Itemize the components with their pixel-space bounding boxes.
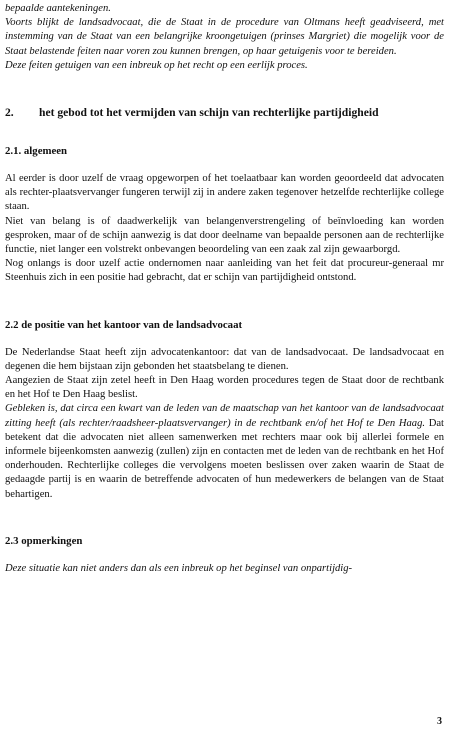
intro-line: bepaalde aantekeningen. [5, 3, 111, 14]
section-2-2-paragraph-3 [5, 402, 444, 501]
spacer [5, 120, 444, 144]
section-2-title: het gebod tot het vermijden van schijn van rechterlijke partijdigheid [39, 106, 379, 120]
intro-paragraph-conclusion: Deze feiten getuigen van een inbreuk op het recht op een eerlijk proces. [5, 59, 308, 71]
section-2-2-paragraph-1: De Nederlandse Staat heeft zijn advocatenkantoor: dat van de landsadvocaat. De landsadvocaat en degenen die hem bijstaan zijn gebonden het staatsbelang te dienen. [5, 346, 444, 372]
section-2-2-paragraph-2: Aangezien de Staat zijn zetel heeft in Den Haag worden procedures tegen de Staat door de rechtbank en het Hof te Den Haag beslist. [5, 375, 444, 401]
section-2-2-heading: 2.2 de positie van het kantoor van de landsadvocaat [5, 318, 243, 331]
section-2-1-paragraph-3: Nog onlangs is door uzelf actie ondernomen naar aanleiding van het feit dat procureur-generaal mr Steenhuis zich in een positie had gebracht, dat er schijn van partijdigheid ontstond. [5, 258, 444, 284]
spacer [5, 548, 444, 562]
section-2-1-paragraph-2: Niet van belang is of daadwerkelijk van belangenverstrengeling of beïnvloeding kan worden gesproken, maar of de schijn aanwezig is dat door deelname van bepaalde personen aan de rechterlijke functie, niet langer een volstrekt onbevangen beoordeling van een zaak zal zijn gewaarborgd. [5, 215, 444, 256]
spacer [5, 158, 444, 172]
intro-paragraph-landsadvocaat: Voorts blijkt de landsadvocaat, die de Staat in de procedure van Oltmans heeft geadviseerd, met instemming van de Staat van een belangrijke kroongetuigen (prinses Margriet) die mogelijk voor de Staat belastende feiten naar voren zou kunnen brengen, op haar getuigenis voor te bereiden. [5, 17, 444, 57]
spacer [5, 502, 444, 534]
section-2-3-paragraph-1: Deze situatie kan niet anders dan als een inbreuk op het beginsel van onpartijdig- [5, 562, 353, 574]
section-2-number: 2. [5, 106, 14, 120]
section-2-2-paragraph-3-italic: Gebleken is, dat circa een kwart van de leden van de maatschap van het kantoor van de landsadvocaat zitting heeft (als rechter/raadsheer-plaatsvervanger) in de rechtbank en/of het Hof te Den Haag. [5, 403, 444, 429]
spacer [5, 286, 444, 318]
spacer [5, 73, 444, 105]
page-number: 3 [437, 716, 442, 727]
section-2-heading [5, 105, 444, 120]
section-2-1-paragraph-1: Al eerder is door uzelf de vraag opgeworpen of het toelaatbaar kan worden geoordeeld dat advocaten als rechter-plaatsvervanger fungeren terwijl zij in andere zaken tegenover hetzelfde rechterlijke college staan. [5, 173, 444, 213]
section-2-2-paragraph-3-rest: Dat betekent dat die advocaten niet alleen samenwerken met rechters maar ook bij allerlei formele en informele bijeenkomsten aanwezig (zullen) zijn en contacten met de leden van de rechtbank en het Hof onderhouden. Rechterlijke colleges die vervolgens moeten beslissen over zaken waarin de Staat de gedaagde partij is en waarin de betreffende advocaten of hun medewerkers de belangen van de Staat behartigen. [5, 417, 444, 500]
section-2-1-heading: 2.1. algemeen [5, 145, 68, 158]
section-2-3-heading: 2.3 opmerkingen [5, 534, 83, 547]
spacer [5, 332, 444, 346]
